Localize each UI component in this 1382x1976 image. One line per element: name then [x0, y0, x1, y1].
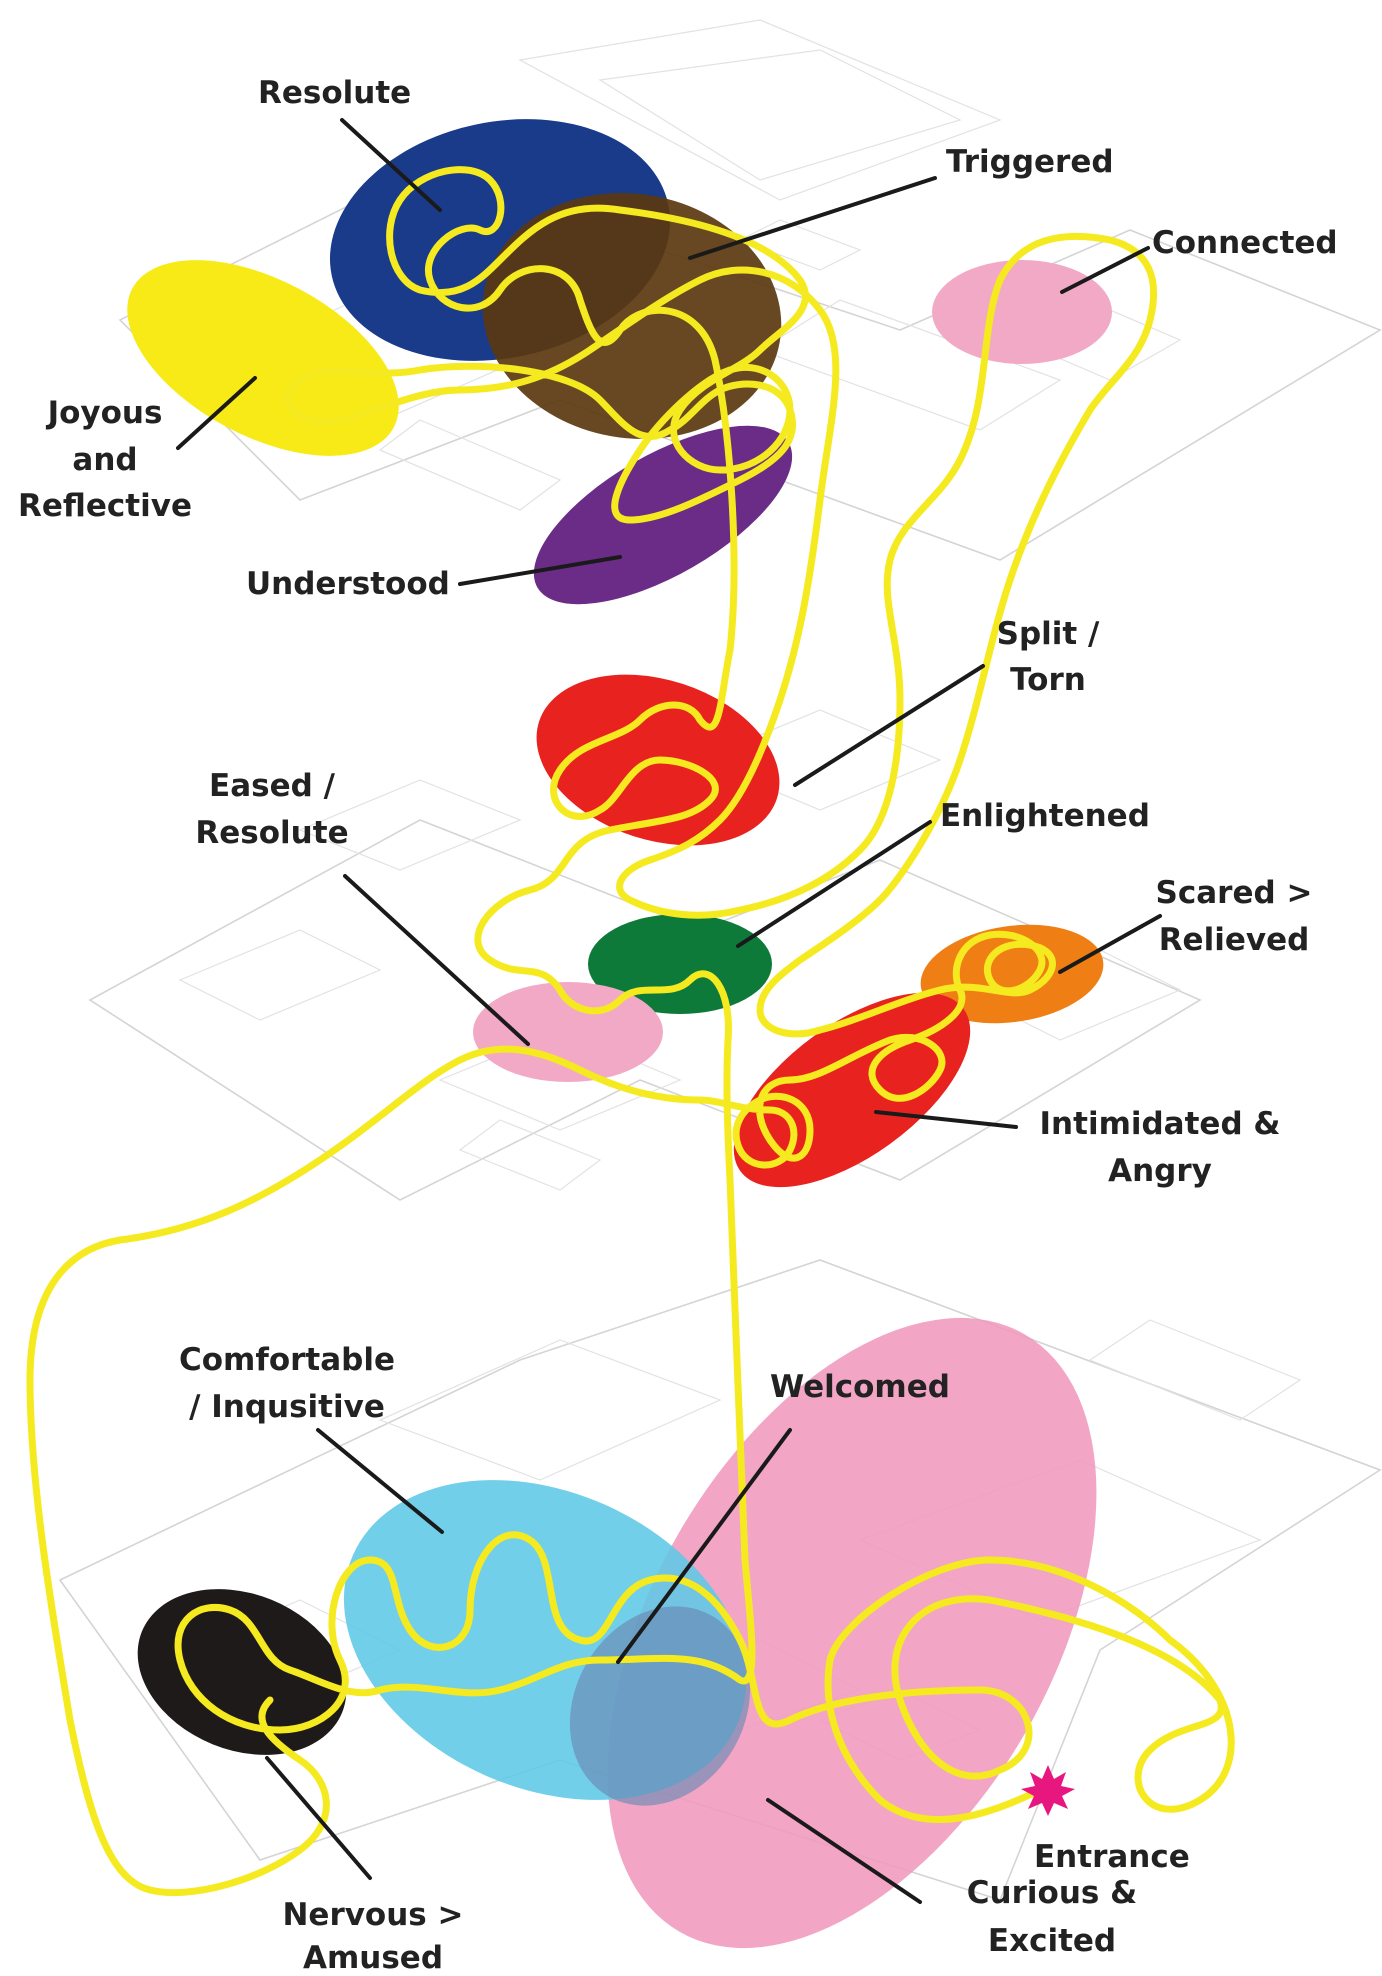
leader-comfortable [318, 1430, 442, 1532]
label-enlightened: Enlightened [940, 798, 1150, 834]
label-eased-line2: Resolute [195, 815, 349, 851]
label-triggered: Triggered [946, 144, 1114, 180]
label-curious-line2: Excited [987, 1923, 1117, 1959]
label-nervous-line2: Amused [302, 1940, 444, 1976]
label-intimidated-line1: Intimidated & [1039, 1106, 1281, 1142]
emotion-zones [96, 89, 1198, 1976]
label-curious-line1: Curious & [966, 1875, 1138, 1911]
entrance-marker-icon [1021, 1765, 1075, 1816]
label-connected: Connected [1152, 225, 1338, 261]
label-understood: Understood [246, 566, 450, 602]
label-scared-line2: Relieved [1158, 922, 1310, 958]
label-comfortable-line2: / Inqusitive [189, 1389, 385, 1425]
label-comfortable-line1: Comfortable [178, 1342, 396, 1378]
label-welcomed: Welcomed [770, 1369, 950, 1405]
label-scared-line1: Scared > [1155, 875, 1313, 911]
label-joyous-line2: and [72, 442, 138, 478]
leader-enlightened [738, 822, 930, 946]
zone-connected [932, 260, 1112, 364]
label-eased-line1: Eased / [209, 768, 335, 804]
label-intimidated-line2: Angry [1108, 1153, 1212, 1189]
label-nervous-line1: Nervous > [282, 1897, 464, 1933]
zone-nervous [113, 1559, 372, 1785]
label-resolute: Resolute [258, 75, 412, 111]
label-joyous-line3: Reflective [18, 488, 192, 524]
leader-triggered [690, 178, 935, 258]
label-split-line2: Torn [1010, 662, 1086, 698]
label-entrance: Entrance [1034, 1839, 1190, 1875]
label-split-line1: Split / [996, 616, 1100, 652]
label-joyous-line1: Joyous [47, 395, 163, 431]
